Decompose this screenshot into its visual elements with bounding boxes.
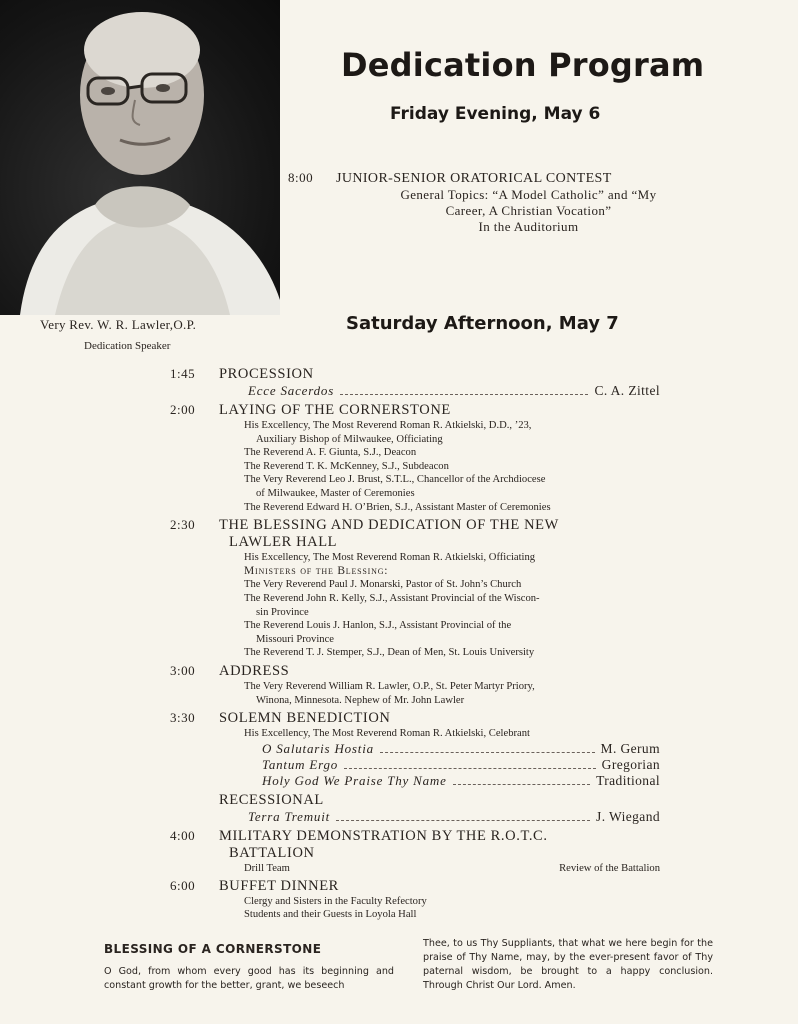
event-details — [356, 187, 701, 235]
program-detail — [244, 908, 660, 922]
program-heading-line: MILITARY DEMONSTRATION BY THE R.O.T.C. — [219, 827, 548, 844]
music-row — [262, 773, 660, 789]
saturday-program — [170, 366, 660, 925]
program-time: 3:30 — [170, 710, 196, 726]
program-detail — [244, 473, 660, 500]
music-row — [248, 383, 660, 399]
program-heading — [219, 402, 660, 419]
program-detail-line: of Milwaukee, Master of Ceremonies — [256, 487, 415, 499]
program-heading-line: SOLEMN BENEDICTION — [219, 710, 391, 727]
program-detail — [244, 419, 660, 446]
program-detail-line: The Very Reverend William R. Lawler, O.P., St. Peter Martyr Priory, — [244, 680, 535, 692]
page-title: Dedication Program — [341, 46, 705, 84]
music-title: Tantum Ergo — [262, 756, 339, 772]
program-heading-line: RECESSIONAL — [219, 791, 324, 808]
dotted-leader — [344, 767, 596, 769]
program-item — [170, 710, 660, 789]
dotted-leader — [340, 393, 588, 395]
event-detail-line: General Topics: “A Model Catholic” and “My — [400, 187, 657, 202]
dotted-leader — [336, 819, 590, 821]
program-detail-line: His Excellency, The Most Reverend Roman R. Atkielski, Celebrant — [244, 728, 530, 740]
program-detail-line: His Excellency, The Most Reverend Roman R. Atkielski, Officiating — [244, 552, 536, 564]
program-detail-line: The Reverend John R. Kelly, S.J., Assistant Provincial of the Wiscon- — [244, 592, 540, 604]
program-detail-line: The Very Reverend Leo J. Brust, S.T.L., Chancellor of the Archdiocese — [244, 474, 546, 486]
program-time: 4:00 — [170, 827, 196, 843]
program-item — [170, 402, 660, 514]
music-composer: Traditional — [596, 772, 660, 788]
program-detail — [244, 460, 660, 474]
event-detail-line: Career, A Christian Vocation” — [445, 203, 612, 218]
program-heading — [219, 663, 660, 680]
program-heading — [219, 366, 660, 383]
portrait-photo — [0, 0, 280, 315]
program-item — [170, 792, 660, 825]
music-composer: C. A. Zittel — [594, 383, 660, 398]
program-heading-line: BUFFET DINNER — [219, 877, 339, 894]
music-composer: Gregorian — [601, 756, 660, 772]
blessing-text-left: O God, from whom every good has its beginning and constant growth for the better, grant, we beseech — [104, 966, 394, 991]
program-heading-line: LAWLER HALL — [229, 534, 338, 551]
music-row — [248, 809, 660, 825]
program-detail-line: Clergy and Sisters in the Faculty Refectory — [244, 895, 427, 907]
portrait-illustration — [0, 0, 280, 315]
music-row — [262, 757, 660, 773]
blessing-text-right: Thee, to us Thy Suppliants, that what we here begin for the praise of Thy Name, may, by the ever-present favor of Thy paternal wisdom, be brought to a happy conclusion. Through Christ Our Lord. Amen. — [423, 938, 713, 991]
program-heading — [219, 828, 660, 862]
program-detail — [244, 592, 660, 619]
program-detail — [244, 565, 660, 579]
program-time: 2:00 — [170, 402, 196, 417]
saturday-heading: Saturday Afternoon, May 7 — [346, 313, 619, 334]
program-heading-line: ADDRESS — [219, 662, 290, 679]
program-item — [170, 663, 660, 707]
program-item — [170, 828, 660, 875]
program-detail-line: The Reverend Edward H. O’Brien, S.J., Assistant Master of Ceremonies — [244, 501, 551, 513]
event-title: JUNIOR-SENIOR ORATORICAL CONTEST — [336, 171, 612, 186]
program-detail — [244, 446, 660, 460]
program-detail — [244, 501, 660, 515]
program-heading — [219, 517, 660, 551]
program-detail-line: Auxiliary Bishop of Milwaukee, Officiating — [256, 433, 443, 445]
program-detail-line: The Reverend A. F. Giunta, S.J., Deacon — [244, 447, 417, 459]
music-title: Ecce Sacerdos — [248, 383, 335, 398]
program-detail-line: The Reverend Louis J. Hanlon, S.J., Assistant Provincial of the — [244, 620, 512, 632]
program-detail-line: sin Province — [256, 606, 309, 618]
music-row — [262, 741, 660, 757]
program-detail-line: The Reverend T. K. McKenney, S.J., Subdeacon — [244, 460, 449, 472]
program-heading-line: LAYING OF THE CORNERSTONE — [219, 402, 451, 418]
program-heading — [219, 878, 660, 895]
program-detail — [244, 680, 660, 707]
music-composer: J. Wiegand — [596, 808, 660, 824]
program-heading-line: PROCESSION — [219, 366, 314, 382]
program-detail-line: His Excellency, The Most Reverend Roman R. Atkielski, D.D., ’23, — [244, 420, 532, 431]
program-item — [170, 366, 660, 399]
event-detail-line: In the Auditorium — [478, 219, 579, 234]
program-time: 3:00 — [170, 662, 196, 678]
program-detail-right: Review of the Battalion — [559, 862, 660, 874]
music-title: Holy God We Praise Thy Name — [262, 772, 447, 788]
blessing-title: BLESSING OF A CORNERSTONE — [104, 942, 322, 956]
program-time: 1:45 — [170, 366, 196, 381]
dotted-leader — [453, 783, 590, 785]
program-item — [170, 517, 660, 660]
program-detail-line: Ministers of the Blessing: — [244, 564, 389, 577]
program-time: 2:30 — [170, 517, 196, 533]
friday-heading: Friday Evening, May 6 — [390, 104, 601, 124]
program-detail — [244, 646, 660, 660]
event-time: 8:00 — [288, 170, 314, 185]
friday-event — [288, 170, 708, 235]
program-detail-line: Winona, Minnesota. Nephew of Mr. John Lawler — [256, 694, 465, 706]
program-detail-line: The Reverend T. J. Stemper, S.J., Dean of Men, St. Louis University — [244, 647, 535, 659]
program-detail-line: Students and their Guests in Loyola Hall — [244, 909, 417, 921]
program-detail — [244, 578, 660, 592]
program-detail-left: Drill Team — [244, 862, 290, 874]
music-title: Terra Tremuit — [248, 808, 331, 824]
program-time: 6:00 — [170, 877, 196, 893]
program-heading — [219, 710, 660, 727]
music-composer: M. Gerum — [600, 740, 660, 756]
music-title: O Salutaris Hostia — [262, 740, 374, 756]
program-detail — [244, 619, 660, 646]
program-detail-line: The Very Reverend Paul J. Monarski, Pastor of St. John’s Church — [244, 579, 522, 591]
program-heading-line: THE BLESSING AND DEDICATION OF THE NEW — [219, 517, 559, 534]
photo-caption-name: Very Rev. W. R. Lawler,O.P. — [40, 317, 197, 332]
program-detail — [244, 551, 660, 565]
program-split-row — [244, 862, 660, 875]
program-detail-line: Missouri Province — [256, 633, 334, 645]
program-item — [170, 878, 660, 922]
dotted-leader — [380, 751, 595, 753]
program-detail — [244, 727, 660, 741]
program-heading-line: BATTALION — [229, 844, 315, 861]
program-heading — [219, 792, 660, 809]
photo-caption-role: Dedication Speaker — [84, 340, 171, 352]
program-detail — [244, 895, 660, 909]
